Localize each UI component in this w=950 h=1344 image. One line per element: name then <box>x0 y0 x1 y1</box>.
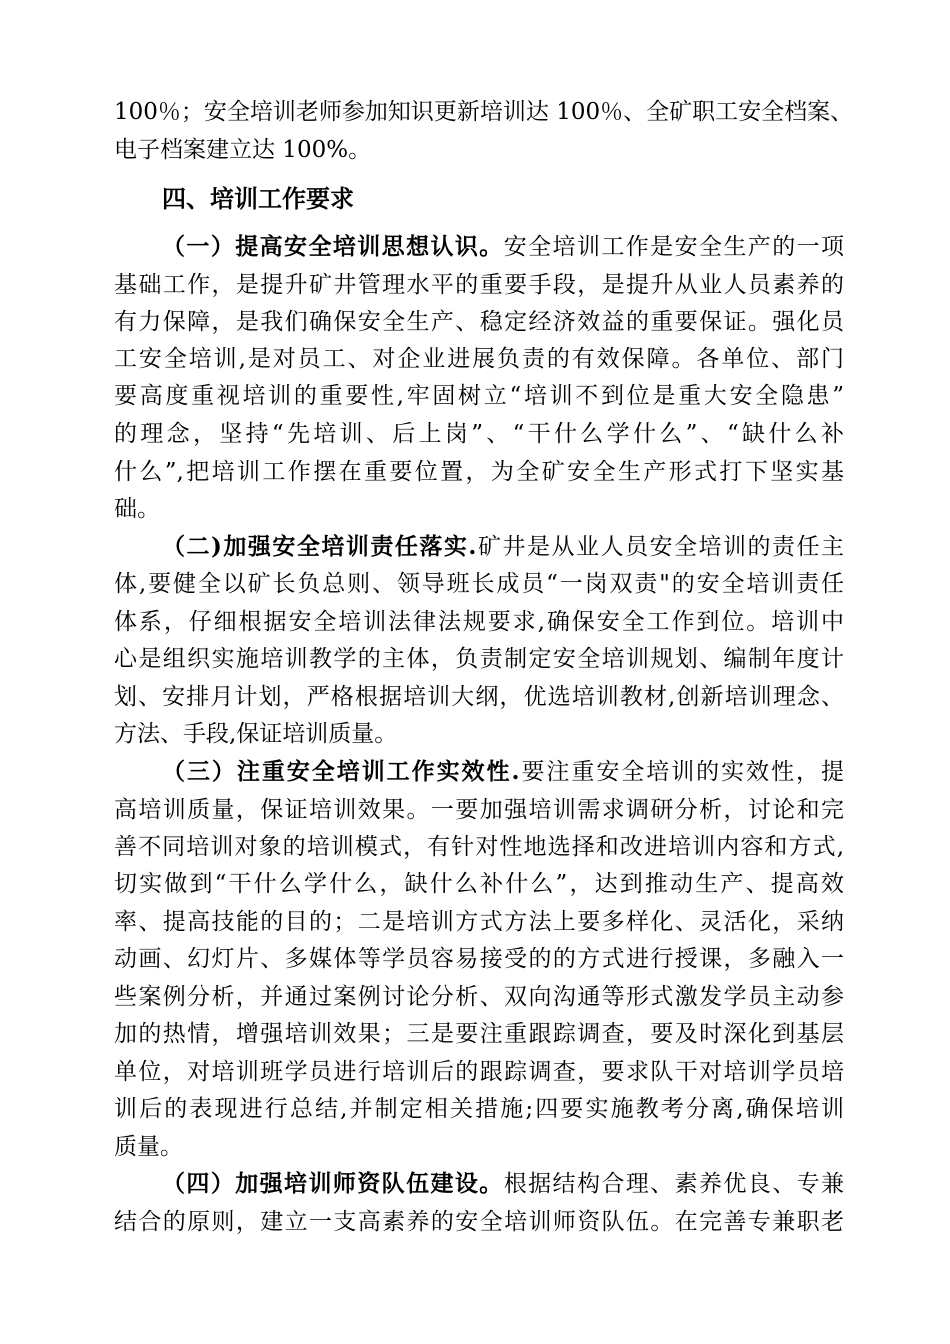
para1-line-0: 安全培训工作是安全生产的一项 <box>503 234 845 260</box>
para3-line: 训后的表现进行总结,并制定相关措施;四要实施教考分离,确保培训 <box>114 1096 844 1122</box>
para1-line: 础。 <box>114 496 160 522</box>
para2-line: 方法、手段,保证培训质量。 <box>114 721 398 747</box>
para2-line: 体,要健全以矿长负总则、领导班长成员“一岗双责"的安全培训责任 <box>114 571 844 597</box>
para3-line: 善不同培训对象的培训模式，有针对性地选择和改进培训内容和方式, <box>114 834 844 860</box>
para2-line: 划、安排月计划，严格根据培训大纲，优选培训教材,创新培训理念、 <box>114 684 844 710</box>
para1-line: 工安全培训,是对员工、对企业进展负责的有效保障。各单位、部门 <box>114 346 844 372</box>
para4-line-0: 根据结构合理、素养优良、专兼 <box>503 1171 845 1197</box>
para3-line: 切实做到“干什么学什么，缺什么补什么”，达到推动生产、提高效 <box>114 871 844 897</box>
para3-line-0: 要注重安全培训的实效性，提 <box>519 759 844 785</box>
para2-line-0: 矿井是从业人员安全培训的责任主 <box>476 534 845 560</box>
para1-heading: （一）提高安全培训思想认识。 <box>162 233 504 260</box>
para2-first-line <box>162 532 844 562</box>
para2-line: 体系，仔细根据安全培训法律法规要求,确保安全工作到位。培训中 <box>114 609 844 635</box>
intro-line-1: 100％；安全培训老师参加知识更新培训达 100％、全矿职工安全档案、 <box>114 99 854 125</box>
para1-line: 基础工作，是提升矿井管理水平的重要手段，是提升从业人员素养的 <box>114 272 844 298</box>
para2-heading: （二)加强安全培训责任落实. <box>162 533 477 560</box>
para3-line: 质量。 <box>114 1134 183 1160</box>
para3-line: 加的热情，增强培训效果；三是要注重跟踪调查，要及时深化到基层 <box>114 1021 844 1047</box>
para1-line: 有力保障，是我们确保安全生产、稳定经济效益的重要保证。强化员 <box>114 309 844 335</box>
intro-line-2: 电子档案建立达 100%。 <box>114 137 372 163</box>
para1-line: 什么”,把培训工作摆在重要位置，为全矿安全生产形式打下坚实基 <box>114 459 844 485</box>
para3-heading: （三）注重安全培训工作实效性. <box>162 758 520 785</box>
para1-line: 的理念，坚持“先培训、后上岗”、“干什么学什么”、“缺什么补 <box>114 421 844 447</box>
para3-line: 率、提高技能的目的；二是培训方式方法上要多样化、灵活化，采纳 <box>114 909 844 935</box>
para1-first-line <box>162 232 844 262</box>
para4-first-line <box>162 1169 844 1199</box>
para3-line: 些案例分析，并通过案例讨论分析、双向沟通等形式激发学员主动参 <box>114 984 844 1010</box>
para3-first-line <box>162 757 844 787</box>
para3-line: 动画、幻灯片、多媒体等学员容易接受的的方式进行授课，多融入一 <box>114 946 844 972</box>
section-title: 四、培训工作要求 <box>162 184 354 213</box>
para4-line: 结合的原则，建立一支高素养的安全培训师资队伍。在完善专兼职老 <box>114 1209 844 1235</box>
para3-line: 高培训质量，保证培训效果。一要加强培训需求调研分析，讨论和完 <box>114 797 844 823</box>
para3-line: 单位，对培训班学员进行培训后的跟踪调查，要求队干对培训学员培 <box>114 1059 844 1085</box>
para1-line: 要高度重视培训的重要性,牢固树立“培训不到位是重大安全隐患” <box>114 383 844 409</box>
para2-line: 心是组织实施培训教学的主体，负责制定安全培训规划、编制年度计 <box>114 646 844 672</box>
para4-heading: （四）加强培训师资队伍建设。 <box>162 1170 504 1197</box>
